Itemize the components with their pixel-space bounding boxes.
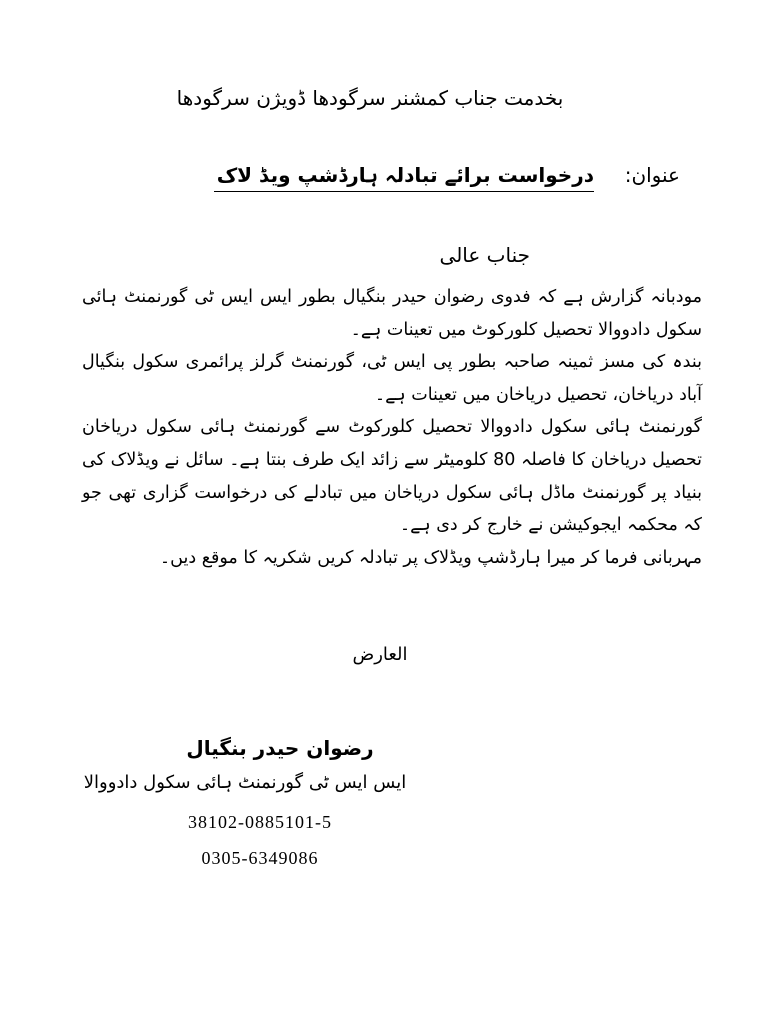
- signatory-phone: 0305-6349086: [201, 848, 319, 868]
- signatory-designation: ایس ایس ٹی گورنمنٹ ہائی سکول دادووالا: [83, 772, 407, 793]
- salutation: جناب عالی: [439, 243, 530, 267]
- body-paragraph: مہربانی فرما کر میرا ہارڈشپ ویڈلاک پر تبادلہ کریں شکریہ کا موقع دیں۔: [159, 547, 702, 568]
- signatory-cnic: 38102-0885101-5: [188, 812, 332, 832]
- subject-row: [210, 163, 680, 199]
- body-paragraph: بندہ کی مسز ثمینہ صاحبہ بطور پی ایس ٹی، گورنمنٹ گرلز پرائمری سکول بنگیال آباد دریاخان، تحصیل دریاخان میں تعینات ہے۔: [82, 352, 702, 405]
- closing-text: العارض: [352, 644, 408, 665]
- body-paragraph: گورنمنٹ ہائی سکول دادووالا تحصیل کلورکوٹ سے گورنمنٹ ہائی سکول دریاخان تحصیل دریاخان کا فاصلہ 80 کلومیٹر سے زائد ایک طرف بنتا ہے۔ سائل نے ویڈلاک کی بنیاد پر گورنمنٹ ماڈل ہائی سکول دریاخان میں تبادلے کی درخواست گزاری تھی جو کہ محکمہ ایجوکیشن نے خارج کر دی ہے۔: [82, 417, 702, 536]
- subject-text: درخواست برائے تبادلہ ہارڈشپ ویڈ لاک: [214, 163, 594, 192]
- subject-label: عنوان:: [624, 163, 680, 187]
- addressee-line: بخدمت جناب کمشنر سرگودھا ڈویژن سرگودھا: [176, 86, 564, 110]
- signatory-name: رضوان حیدر بنگیال: [186, 736, 374, 760]
- letter-body: [82, 281, 702, 574]
- body-paragraph: مودبانہ گزارش ہے کہ فدوی رضوان حیدر بنگیال بطور ایس ایس ٹی گورنمنٹ ہائی سکول دادووالا تحصیل کلورکوٹ میں تعینات ہے۔: [82, 287, 702, 340]
